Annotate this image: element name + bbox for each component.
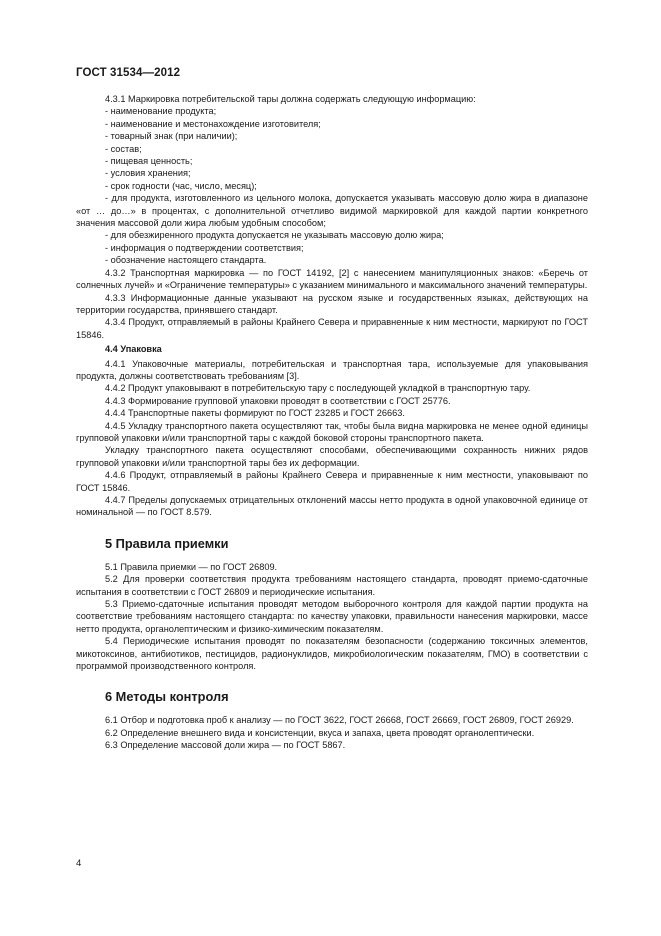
- paragraph-fat-note: - для продукта, изготовленного из цельного молока, допускается указывать массовую долю жира в диапазоне «от … до…» в процентах, с дополнительной отчетливо видимой маркировкой для каждой партии конкретного значения массовой доли жира любым удобным способом;: [76, 193, 588, 229]
- list-item: - наименование продукта;: [105, 106, 217, 117]
- paragraph-4-4-2: 4.4.2 Продукт упаковывают в потребительскую тару с последующей укладкой в транспортную тару.: [105, 383, 531, 394]
- paragraph-4-4-5-continued: Укладку транспортного пакета осуществляют способами, обеспечивающими сохранность нижних рядов групповой упаковки и/или транспортной тары без их деформации.: [76, 445, 588, 468]
- list-item: - состав;: [105, 143, 142, 154]
- list-item: - обозначение настоящего стандарта.: [105, 255, 267, 266]
- paragraph-4-4-7: 4.4.7 Пределы допускаемых отрицательных отклонений массы нетто продукта в одной упаковочной единице от номинальной — по ГОСТ 8.579.: [76, 495, 588, 518]
- paragraph-6-1: 6.1 Отбор и подготовка проб к анализу — по ГОСТ 3622, ГОСТ 26668, ГОСТ 26669, ГОСТ 26809, ГОСТ 26929.: [105, 715, 574, 726]
- document-body: [76, 93, 588, 752]
- list-item: - срок годности (час, число, месяц);: [105, 180, 257, 191]
- page-number: 4: [76, 858, 82, 869]
- list-item: - товарный знак (при наличии);: [105, 131, 238, 142]
- paragraph-5-1: 5.1 Правила приемки — по ГОСТ 26809.: [105, 561, 278, 572]
- list-item: - пищевая ценность;: [105, 156, 193, 167]
- paragraph-5-3: 5.3 Приемо-сдаточные испытания проводят методом выборочного контроля для каждой партии продукта на соответствие требованиям настоящего стандарта: по качеству упаковки, правильности нанесения маркировки, массе нетто продукта, органолептическим и физико-химическим показателям.: [76, 599, 588, 634]
- page-header-standard: ГОСТ 31534—2012: [76, 67, 181, 79]
- paragraph-5-2: 5.2 Для проверки соответствия продукта требованиям настоящего стандарта, проводят приемо-сдаточные испытания в соответствии с ГОСТ 26809 и периодические испытания.: [76, 574, 588, 597]
- list-item: - информация о подтверждении соответствия;: [105, 242, 304, 253]
- section-heading-6: 6 Методы контроля: [105, 689, 229, 705]
- paragraph-4-4-1: 4.4.1 Упаковочные материалы, потребительская и транспортная тара, используемые для упаковывания продукта, должны соответствовать требованиям [3].: [76, 358, 588, 381]
- paragraph-5-4: 5.4 Периодические испытания проводят по показателям безопасности (содержанию токсичных элементов, микотоксинов, антибиотиков, пестицидов, радионуклидов, микробиологическим показателям, ГМО) в соответствии с программой производственного контроля.: [76, 636, 588, 672]
- list-item: - условия хранения;: [105, 168, 191, 179]
- paragraph-4-4-3: 4.4.3 Формирование групповой упаковки проводят в соответствии с ГОСТ 25776.: [105, 395, 451, 406]
- paragraph-4-4-4: 4.4.4 Транспортные пакеты формируют по ГОСТ 23285 и ГОСТ 26663.: [105, 408, 405, 419]
- paragraph-4-4-6: 4.4.6 Продукт, отправляемый в районы Крайнего Севера и приравненные к ним местности, упаковывают по ГОСТ 15846.: [76, 470, 588, 493]
- subsection-heading-4-4: 4.4 Упаковка: [105, 344, 162, 355]
- list-item: - наименование и местонахождение изготовителя;: [105, 118, 321, 129]
- paragraph-6-2: 6.2 Определение внешнего вида и консистенции, вкуса и запаха, цвета проводят органолептически.: [105, 727, 535, 738]
- paragraph-4-3-4: 4.3.4 Продукт, отправляемый в районы Крайнего Севера и приравненные к ним местности, маркируют по ГОСТ 15846.: [76, 317, 588, 340]
- paragraph-4-4-5: 4.4.5 Укладку транспортного пакета осуществляют так, чтобы была видна маркировка не менее одной единицы групповой упаковки и/или транспортной тары с каждой боковой стороны транспортного пакета.: [76, 420, 588, 443]
- paragraph-4-3-1: 4.3.1 Маркировка потребительской тары должна содержать следующую информацию:: [105, 94, 476, 104]
- paragraph-6-3: 6.3 Определение массовой доли жира — по ГОСТ 5867.: [105, 740, 346, 751]
- list-item: - для обезжиренного продукта допускается не указывать массовую долю жира;: [105, 230, 444, 241]
- paragraph-4-3-3: 4.3.3 Информационные данные указывают на русском языке и государственных языках, действующих на территории государства, принявшего стандарт.: [76, 292, 588, 315]
- section-heading-5: 5 Правила приемки: [105, 535, 229, 551]
- paragraph-4-3-2: 4.3.2 Транспортная маркировка — по ГОСТ 14192, [2] с нанесением манипуляционных знаков: «Беречь от солнечных лучей» и «Ограничение температуры» с указанием минимального и максимального значений температуры.: [76, 267, 588, 291]
